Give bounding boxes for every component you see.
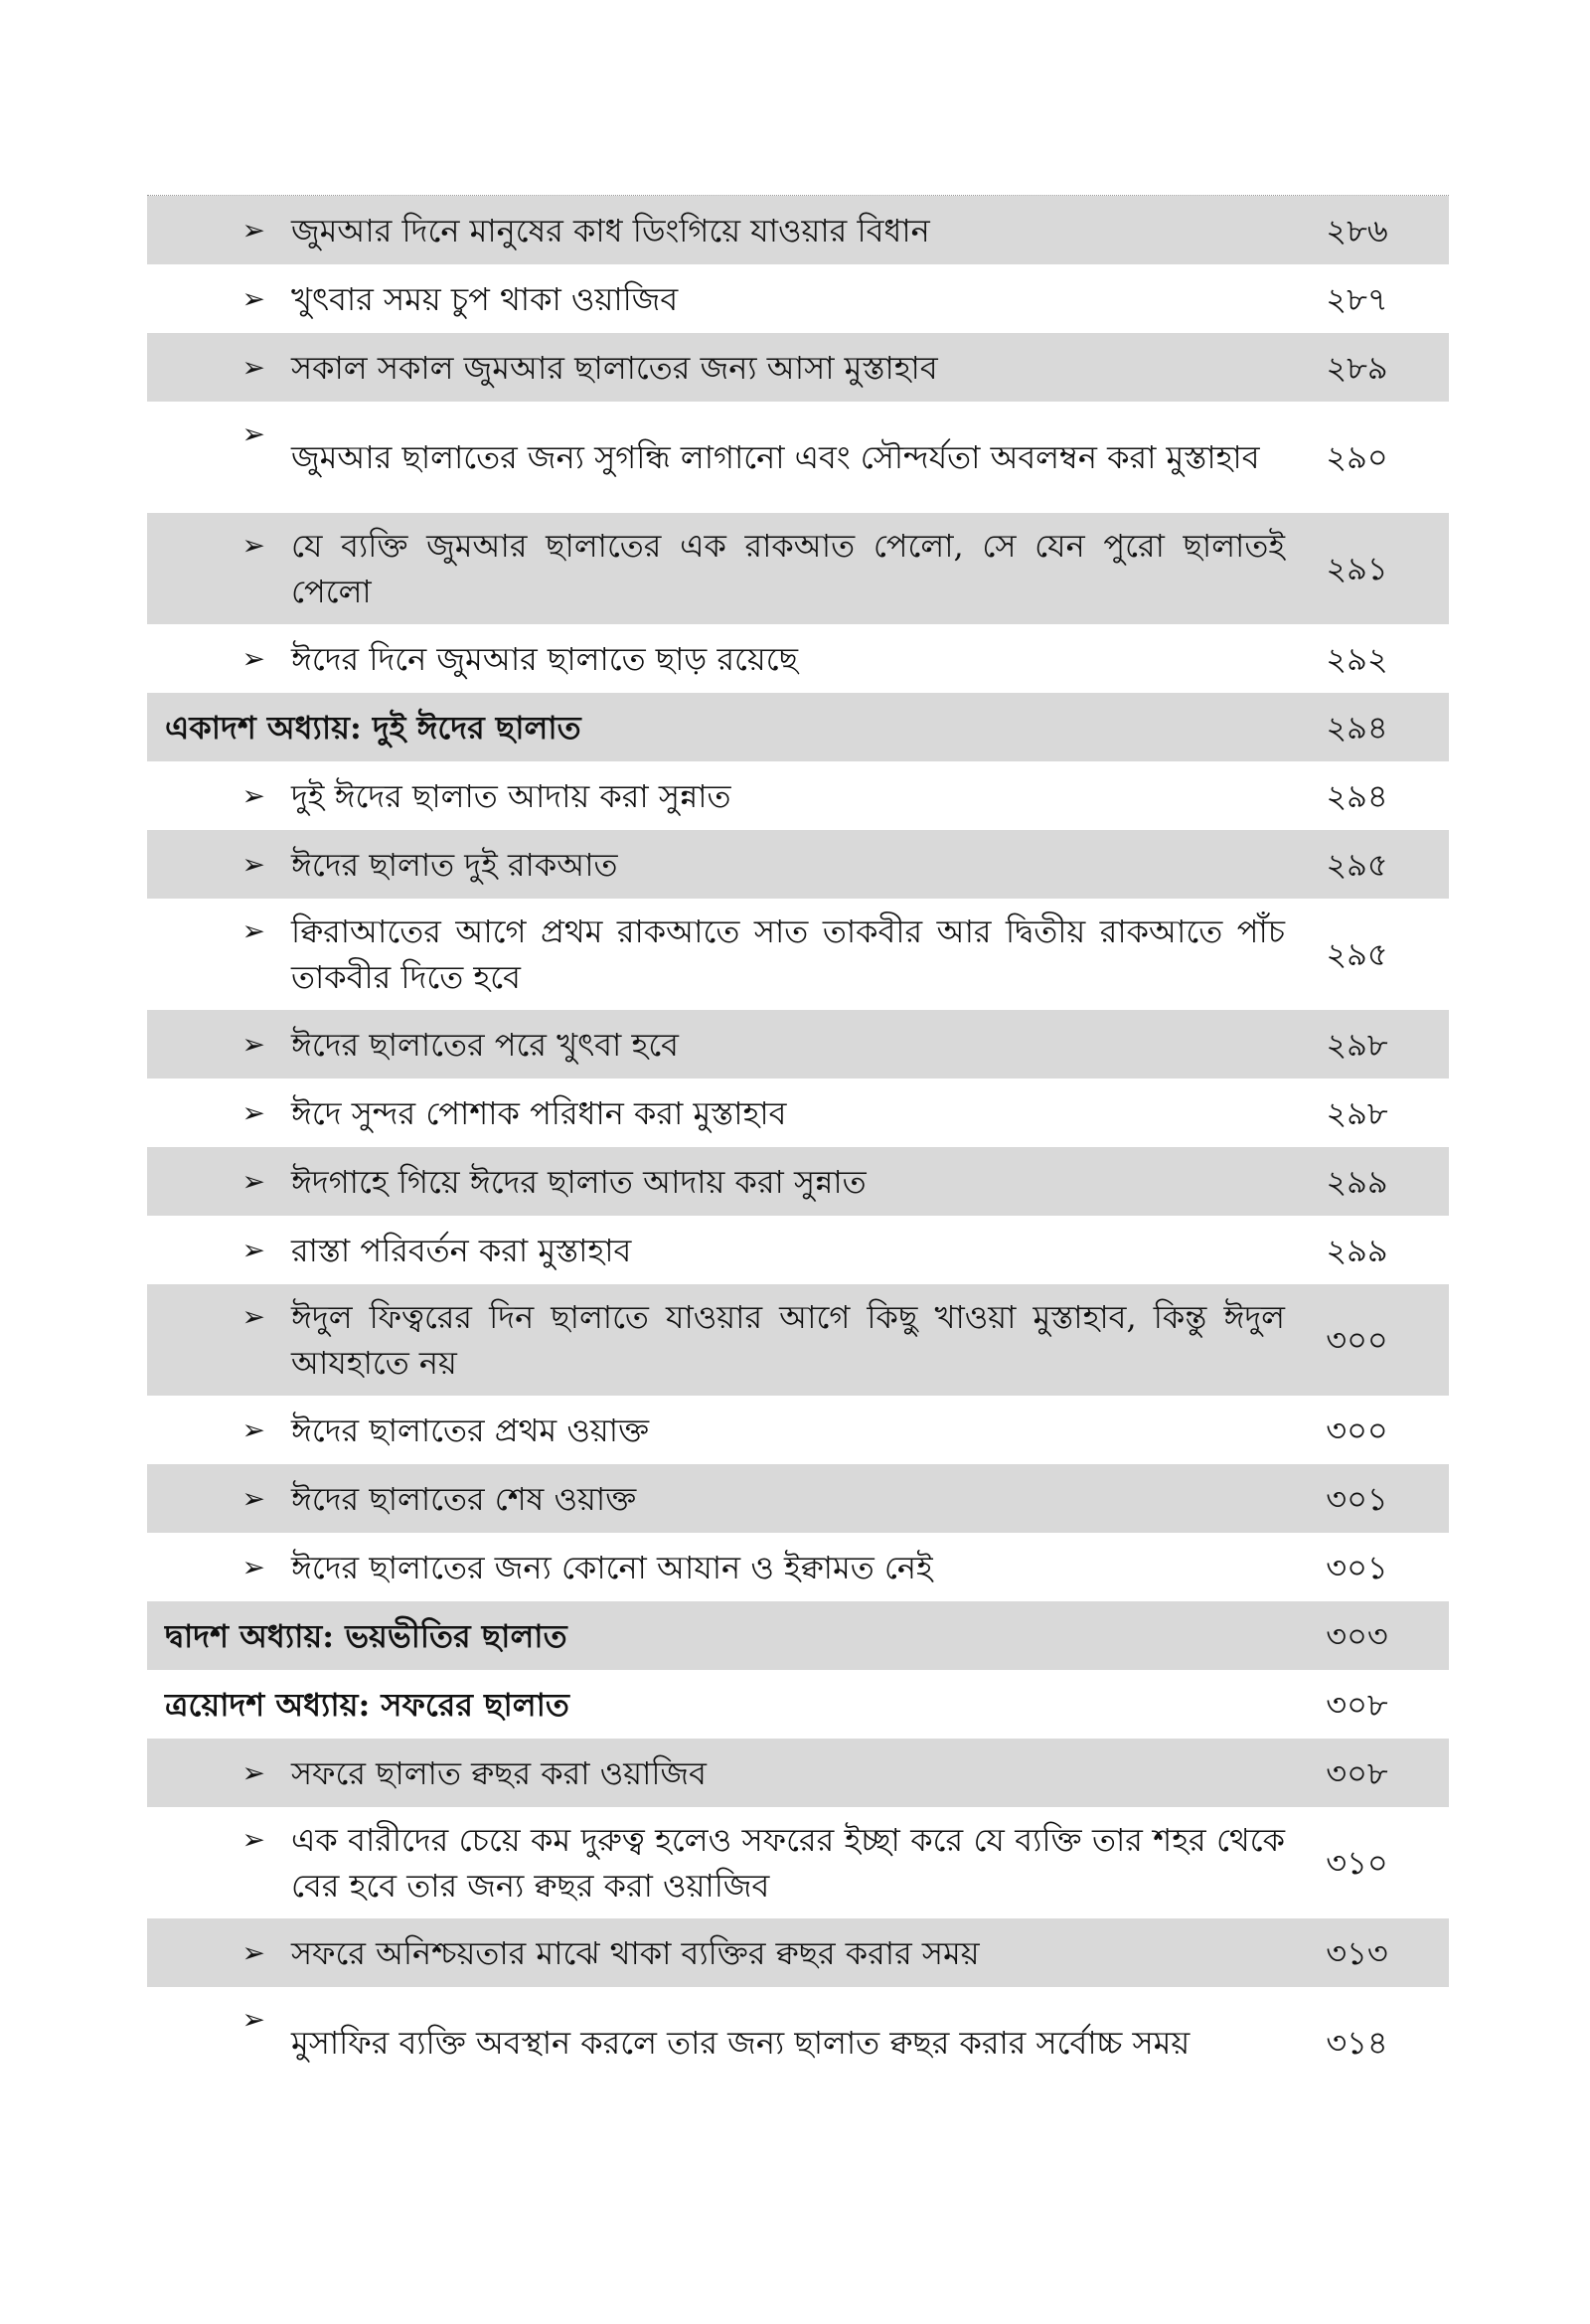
bullet-arrow-icon: ➢: [241, 1164, 265, 1198]
entry-title: সফরে অনিশ্চয়তার মাঝে থাকা ব্যক্তির ক্বছর করার সময়: [291, 1933, 980, 1972]
toc-entry-row: [147, 1216, 1449, 1284]
bullet-arrow-icon: ➢: [241, 1550, 265, 1583]
bullet-arrow-icon: ➢: [241, 778, 265, 812]
entry-title: মুসাফির ব্যক্তি অবস্থান করলে তার জন্য ছালাত ক্বছর করার সর্বোচ্চ সময়: [291, 2024, 1191, 2062]
chapter-title: দ্বাদশ অধ্যায়: ভয়ভীতির ছালাত: [165, 1616, 567, 1655]
toc-entry-row: [147, 402, 1449, 513]
toc-entry-row: [147, 899, 1449, 1010]
bullet-arrow-icon: ➢: [241, 1027, 265, 1061]
page-number: ৩০৩: [1326, 1616, 1388, 1655]
page-number: ২৮৬: [1326, 211, 1388, 249]
table-of-contents: [147, 195, 1449, 2098]
bullet-arrow-icon: ➢: [241, 1095, 265, 1129]
bullet-arrow-icon: ➢: [241, 281, 265, 315]
page-number: ২৮৯: [1326, 348, 1388, 387]
toc-entry-row: [147, 1284, 1449, 1396]
entry-title: সফরে ছালাত ক্বছর করা ওয়াজিব: [291, 1753, 707, 1792]
page-number: ২৮৭: [1326, 279, 1388, 318]
chapter-title: ত্রয়োদশ অধ্যায়: সফরের ছালাত: [165, 1685, 569, 1724]
page-number: ২৯৮: [1326, 1093, 1388, 1132]
bullet-arrow-icon: ➢: [241, 529, 265, 562]
toc-entry-row: [147, 830, 1449, 899]
page-number: ৩০০: [1326, 1411, 1388, 1449]
page-number: ২৯২: [1326, 639, 1388, 678]
entry-title: ঈদের ছালাতের জন্য কোনো আযান ও ইক্বামত নেই: [291, 1548, 933, 1586]
bullet-arrow-icon: ➢: [241, 641, 265, 675]
toc-entry-row: [147, 761, 1449, 830]
toc-entry-row: [147, 1147, 1449, 1216]
toc-entry-row: [147, 1987, 1449, 2098]
page-number: ২৯৯: [1326, 1231, 1388, 1269]
page-number: ২৯৯: [1326, 1162, 1388, 1201]
entry-title: ঈদগাহে গিয়ে ঈদের ছালাত আদায় করা সুন্নাত: [291, 1162, 867, 1201]
entry-title: ঈদের দিনে জুমআর ছালাতে ছাড় রয়েছে: [291, 639, 799, 678]
bullet-arrow-icon: ➢: [241, 1300, 265, 1333]
toc-entry-row: [147, 196, 1449, 264]
page-number: ৩০১: [1326, 1479, 1388, 1518]
page-number: ২৯৮: [1326, 1025, 1388, 1064]
bullet-arrow-icon: ➢: [241, 914, 265, 947]
toc-entry-row: [147, 624, 1449, 693]
entry-title: সকাল সকাল জুমআর ছালাতের জন্য আসা মুস্তাহাব: [291, 348, 938, 387]
entry-title: ঈদুল ফিত্বরের দিন ছালাতে যাওয়ার আগে কিছু খাওয়া মুস্তাহাব, কিন্তু ঈদুল আযহাতে নয়: [291, 1298, 1285, 1382]
bullet-arrow-icon: ➢: [241, 350, 265, 384]
entry-title: খুৎবার সময় চুপ থাকা ওয়াজিব: [291, 279, 679, 318]
toc-entry-row: [147, 1010, 1449, 1079]
page-number: ২৯১: [1326, 550, 1388, 587]
entry-title: জুমআর ছালাতের জন্য সুগন্ধি লাগানো এবং সৌন্দর্যতা অবলম্বন করা মুস্তাহাব: [291, 438, 1260, 476]
entry-title: ক্বিরাআতের আগে প্রথম রাকআতে সাত তাকবীর আর দ্বিতীয় রাকআতে পাঁচ তাকবীর দিতে হবে: [291, 913, 1285, 996]
page-number: ৩০৮: [1326, 1685, 1388, 1724]
chapter-heading-row: [147, 1601, 1449, 1670]
toc-entry-row: [147, 264, 1449, 333]
page-number: ৩১০: [1326, 1844, 1388, 1882]
chapter-heading-row: [147, 1670, 1449, 1739]
bullet-arrow-icon: ➢: [241, 1233, 265, 1266]
toc-entry-row: [147, 1533, 1449, 1601]
toc-entry-row: [147, 333, 1449, 402]
bullet-arrow-icon: ➢: [241, 417, 265, 450]
chapter-title: একাদশ অধ্যায়: দুই ঈদের ছালাত: [165, 708, 581, 747]
page-number: ২৯৪: [1326, 776, 1388, 815]
page-number: ৩১৪: [1326, 2024, 1388, 2062]
bullet-arrow-icon: ➢: [241, 847, 265, 881]
toc-entry-row: [147, 1464, 1449, 1533]
entry-title: জুমআর দিনে মানুষের কাধ ডিংগিয়ে যাওয়ার বিধান: [291, 211, 930, 249]
page-number: ৩০০: [1326, 1321, 1388, 1359]
entry-title: এক বারীদের চেয়ে কম দুরুত্ব হলেও সফরের ইচ্ছা করে যে ব্যক্তি তার শহর থেকে বের হবে তার জন্য ক্বছর করা ওয়াজিব: [291, 1821, 1285, 1905]
toc-entry-row: [147, 1079, 1449, 1147]
entry-title: ঈদে সুন্দর পোশাক পরিধান করা মুস্তাহাব: [291, 1093, 787, 1132]
entry-title: রাস্তা পরিবর্তন করা মুস্তাহাব: [291, 1231, 632, 1269]
bullet-arrow-icon: ➢: [241, 2003, 265, 2036]
bullet-arrow-icon: ➢: [241, 1412, 265, 1446]
entry-title: যে ব্যক্তি জুমআর ছালাতের এক রাকআত পেলো, সে যেন পুরো ছালাতই পেলো: [291, 527, 1285, 610]
bullet-arrow-icon: ➢: [241, 213, 265, 247]
page-number: ২৯৫: [1326, 935, 1388, 973]
toc-entry-row: [147, 513, 1449, 624]
chapter-heading-row: [147, 693, 1449, 761]
entry-title: ঈদের ছালাত দুই রাকআত: [291, 845, 618, 884]
bullet-arrow-icon: ➢: [241, 1823, 265, 1856]
page-number: ২৯৫: [1326, 845, 1388, 884]
toc-entry-row: [147, 1918, 1449, 1987]
bullet-arrow-icon: ➢: [241, 1481, 265, 1515]
entry-title: ঈদের ছালাতের প্রথম ওয়াক্ত: [291, 1411, 650, 1449]
entry-title: ঈদের ছালাতের শেষ ওয়াক্ত: [291, 1479, 637, 1518]
entry-title: দুই ঈদের ছালাত আদায় করা সুন্নাত: [291, 776, 731, 815]
bullet-arrow-icon: ➢: [241, 1755, 265, 1789]
page-number: ৩০৮: [1326, 1753, 1388, 1792]
page-number: ২৯০: [1326, 438, 1388, 476]
toc-entry-row: [147, 1739, 1449, 1807]
page-number: ৩১৩: [1326, 1933, 1388, 1972]
entry-title: ঈদের ছালাতের পরে খুৎবা হবে: [291, 1025, 679, 1064]
toc-entry-row: [147, 1396, 1449, 1464]
page-number: ২৯৪: [1326, 708, 1388, 747]
toc-entry-row: [147, 1807, 1449, 1918]
page-number: ৩০১: [1326, 1548, 1388, 1586]
bullet-arrow-icon: ➢: [241, 1935, 265, 1969]
